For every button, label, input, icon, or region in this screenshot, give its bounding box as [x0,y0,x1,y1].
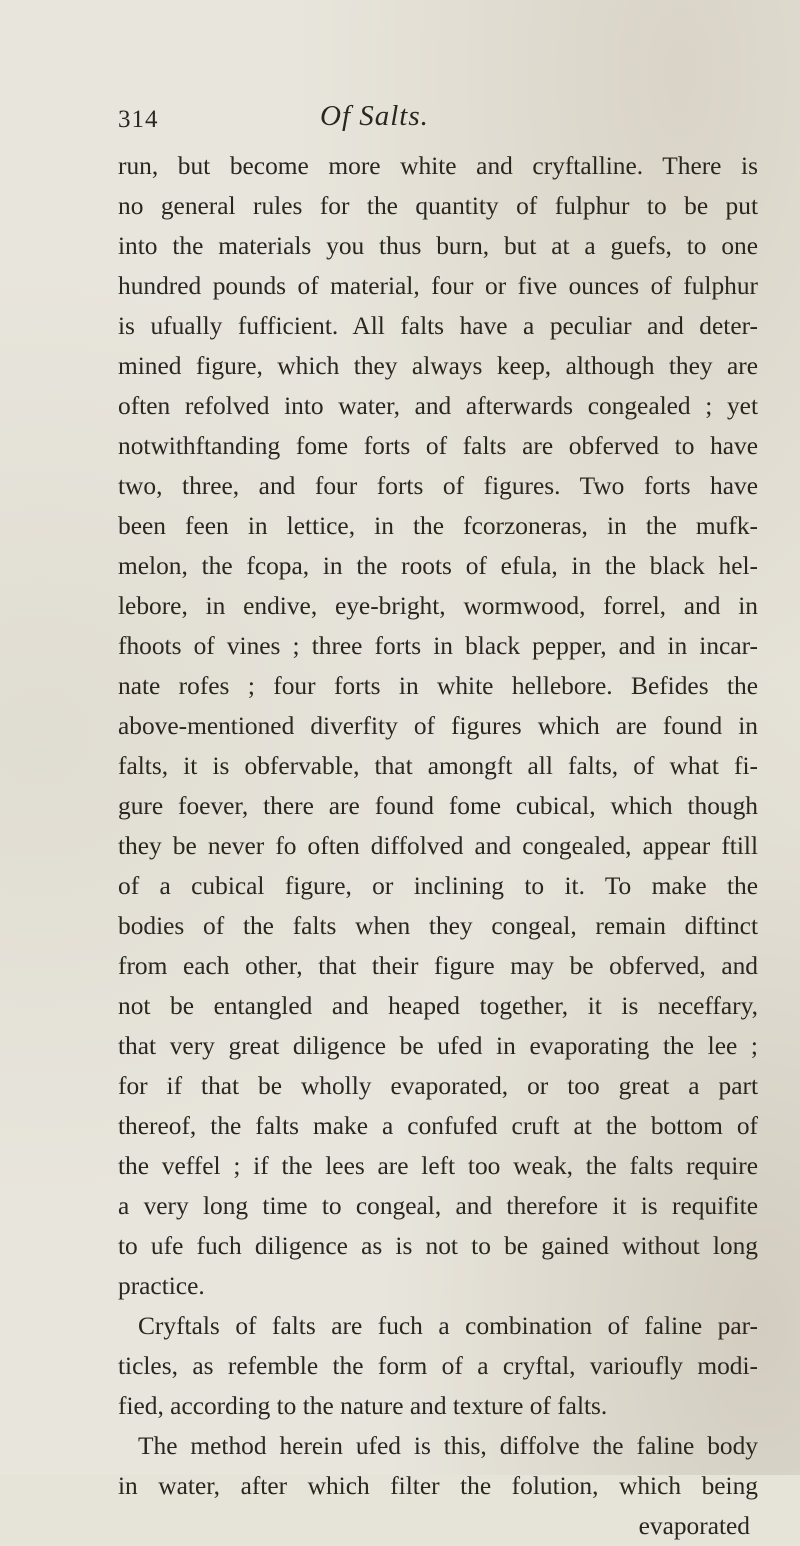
running-head [0,100,800,140]
paragraph-start-line: The method herein ufed is this, diffolve the faline body [138,1432,758,1460]
text-line: gure foever, there are found fome cubical, which though [118,792,758,820]
text-line: mined figure, which they always keep, although they are [118,352,758,380]
text-line: to ufe fuch diligence as is not to be gained without long [118,1232,758,1260]
text-line: a very long time to congeal, and therefore it is requifite [118,1192,758,1220]
text-line: is ufually fufficient. All falts have a peculiar and deter- [118,312,758,340]
text-line: two, three, and four forts of figures. Two forts have [118,472,758,500]
catchword: evaporated [638,1512,750,1540]
text-line: of a cubical figure, or inclining to it. To make the [118,872,758,900]
running-title: Of Salts. [320,100,429,132]
text-line: fhoots of vines ; three forts in black pepper, and in incar- [118,632,758,660]
text-line: falts, it is obfervable, that amongft all falts, of what fi- [118,752,758,780]
text-line: from each other, that their figure may be obferved, and [118,952,758,980]
text-line: hundred pounds of material, four or five ounces of fulphur [118,272,758,300]
paragraph-start-line: Cryftals of falts are fuch a combination of faline par- [138,1312,758,1340]
text-line: run, but become more white and cryftalline. There is [118,152,758,180]
text-line: ticles, as refemble the form of a cryftal, varioufly modi- [118,1352,758,1380]
text-line: for if that be wholly evaporated, or too great a part [118,1072,758,1100]
text-line: the veffel ; if the lees are left too weak, the falts require [118,1152,758,1180]
text-line: they be never fo often diffolved and congealed, appear ftill [118,832,758,860]
text-line: often refolved into water, and afterwards congealed ; yet [118,392,758,420]
text-line: that very great diligence be ufed in evaporating the lee ; [118,1032,758,1060]
text-line: in water, after which filter the folution, which being [118,1472,758,1500]
text-line: notwithftanding fome forts of falts are obferved to have [118,432,758,460]
text-line: bodies of the falts when they congeal, remain diftinct [118,912,758,940]
text-line: been feen in lettice, in the fcorzoneras, in the mufk- [118,512,758,540]
text-line: lebore, in endive, eye-bright, wormwood, forrel, and in [118,592,758,620]
text-line: nate rofes ; four forts in white hellebore. Befides the [118,672,758,700]
text-line: thereof, the falts make a confufed cruft at the bottom of [118,1112,758,1140]
body-text [118,146,758,1546]
paragraph-end-line: practice. [118,1272,205,1300]
text-line: into the materials you thus burn, but at a guefs, to one [118,232,758,260]
text-line: no general rules for the quantity of fulphur to be put [118,192,758,220]
page-number: 314 [118,106,159,133]
text-line: not be entangled and heaped together, it is neceffary, [118,992,758,1020]
paragraph-end-line: fied, according to the nature and texture of falts. [118,1392,608,1420]
text-line: melon, the fcopa, in the roots of efula, in the black hel- [118,552,758,580]
text-line: above-mentioned diverfity of figures which are found in [118,712,758,740]
